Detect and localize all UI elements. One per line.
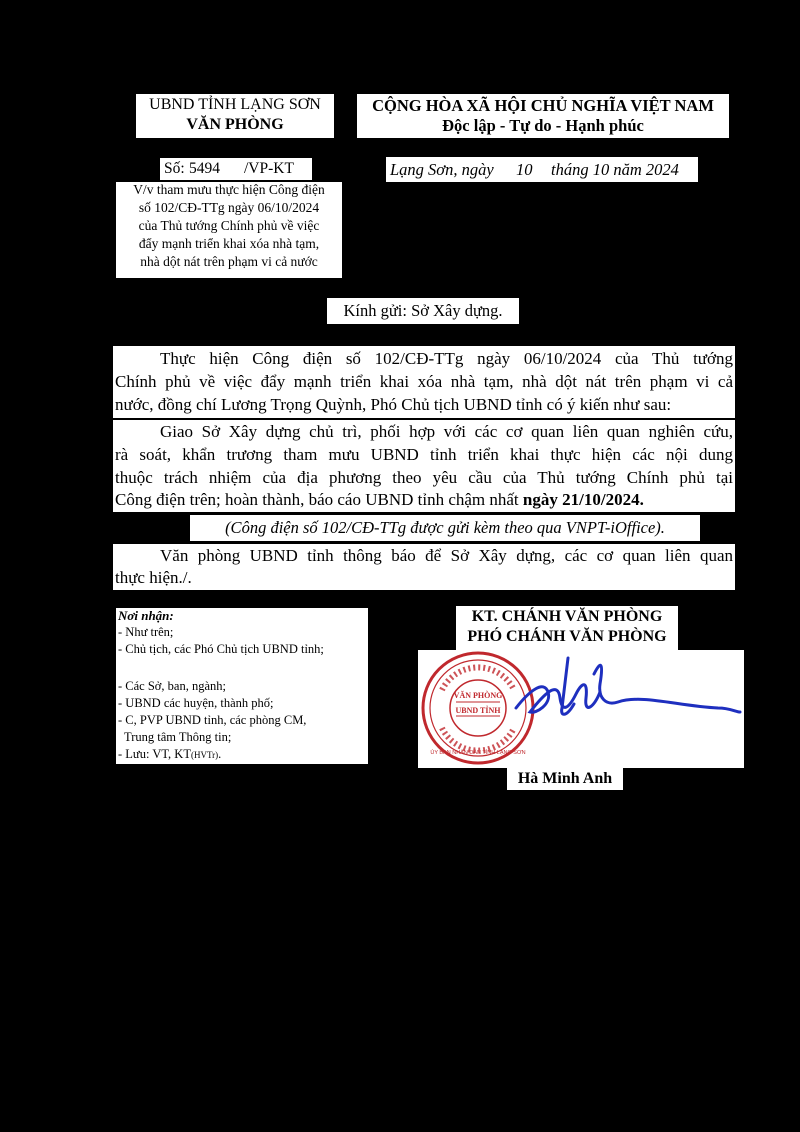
doc-number-value: 5494	[189, 160, 220, 177]
date-day: 10	[516, 160, 533, 179]
recipients-item-code: (HVTr)	[190, 750, 219, 760]
paragraph-text: Công điện trên; hoàn thành, báo cáo UBND tỉnh chậm nhất	[115, 490, 519, 509]
seal-ring-text: ỦY BAN NHÂN DÂN TỈNH LẠNG SƠN	[430, 750, 526, 756]
recipients-item-end: .	[218, 747, 222, 761]
paragraph-line: Thực hiện Công điện số 102/CĐ-TTg ngày 06/10/2024 của Thủ tướng	[160, 349, 733, 368]
recipient: Kính gửi: Sở Xây dựng.	[343, 301, 503, 320]
recipients-item: Trung tâm Thông tin;	[124, 730, 232, 744]
paragraph-line: thuộc trách nhiệm của địa phương theo yêu cầu của Thủ tướng Chính phủ tại	[115, 468, 733, 487]
paragraph-2	[113, 420, 735, 512]
recipients-item: - Như trên;	[118, 625, 174, 639]
seal-signature-area	[418, 650, 744, 768]
recipients-item-text: - Lưu: VT, KT	[118, 747, 191, 761]
paragraph-line: Văn phòng UBND tỉnh thông báo để Sở Xây dựng, các cơ quan liên quan	[160, 546, 733, 565]
paragraph-line: Giao Sở Xây dựng chủ trì, phối hợp với các cơ quan liên quan nghiên cứu,	[160, 422, 733, 441]
recipients-list	[116, 608, 368, 764]
signer-title-2: PHÓ CHÁNH VĂN PHÒNG	[467, 628, 667, 645]
paragraph-3	[113, 544, 735, 590]
doc-number-prefix: Số:	[164, 160, 185, 177]
org-name: VĂN PHÒNG	[186, 116, 284, 133]
subject-line: số 102/CĐ-TTg ngày 06/10/2024	[138, 200, 320, 215]
recipients-item: - UBND các huyện, thành phố;	[118, 696, 274, 710]
paragraph-line: nước, đồng chí Lương Trọng Quỳnh, Phó Chủ tịch UBND tỉnh có ý kiến như sau:	[115, 395, 672, 414]
recipients-item: - Các Sở, ban, ngành;	[118, 679, 226, 693]
paragraph-line	[115, 490, 644, 510]
subject-line: V/v tham mưu thực hiện Công điện	[133, 182, 325, 197]
paragraph-line: rà soát, khẩn trương tham mưu UBND tỉnh triển khai thực hiện các nội dung	[115, 445, 733, 464]
attachment-note-block	[190, 515, 700, 541]
subject-line: nhà dột nát trên phạm vi cả nước	[140, 254, 318, 269]
recipients-item	[118, 747, 221, 762]
country-name: CỘNG HÒA XÃ HỘI CHỦ NGHĨA VIỆT NAM	[372, 96, 714, 115]
doc-number-suffix: /VP-KT	[244, 160, 294, 177]
deadline: ngày 21/10/2024.	[522, 490, 644, 509]
recipients-item: - C, PVP UBND tỉnh, các phòng CM,	[118, 713, 307, 727]
seal-text-top: VĂN PHÒNG	[453, 691, 503, 700]
seal-text-mid: UBND TỈNH	[455, 706, 501, 715]
place-date	[386, 157, 698, 182]
national-header-block	[357, 94, 729, 138]
recipients-item: - Chủ tịch, các Phó Chủ tịch UBND tỉnh;	[118, 642, 324, 656]
place-date-prefix: Lạng Sơn, ngày	[390, 160, 494, 179]
paragraph-line: thực hiện./.	[115, 568, 192, 587]
org-parent: UBND TỈNH LẠNG SƠN	[149, 96, 321, 113]
paragraph-1	[113, 346, 735, 418]
subject-block	[116, 182, 342, 278]
attachment-note: (Công điện số 102/CĐ-TTg được gửi kèm theo qua VNPT-iOffice).	[225, 518, 665, 537]
document-number	[160, 158, 312, 180]
official-seal-icon	[418, 650, 744, 768]
place-date-suffix: tháng 10 năm 2024	[551, 160, 679, 179]
handwritten-signature-icon	[516, 658, 740, 714]
paragraph-line: Chính phủ về việc đẩy mạnh triển khai xóa nhà tạm, nhà dột nát trên phạm vi cả	[115, 372, 733, 391]
subject-line: đẩy mạnh triển khai xóa nhà tạm,	[138, 236, 320, 251]
signer-title-1: KT. CHÁNH VĂN PHÒNG	[471, 608, 663, 625]
subject-line: của Thủ tướng Chính phủ về việc	[138, 218, 320, 233]
signature-titles	[456, 606, 678, 650]
signer-name: Hà Minh Anh	[517, 770, 613, 787]
recipient-line	[327, 298, 519, 324]
motto: Độc lập - Tự do - Hạnh phúc	[442, 116, 644, 135]
signer-name-block	[507, 768, 623, 790]
recipients-title: Nơi nhận:	[118, 608, 174, 623]
org-header-block	[136, 94, 334, 138]
